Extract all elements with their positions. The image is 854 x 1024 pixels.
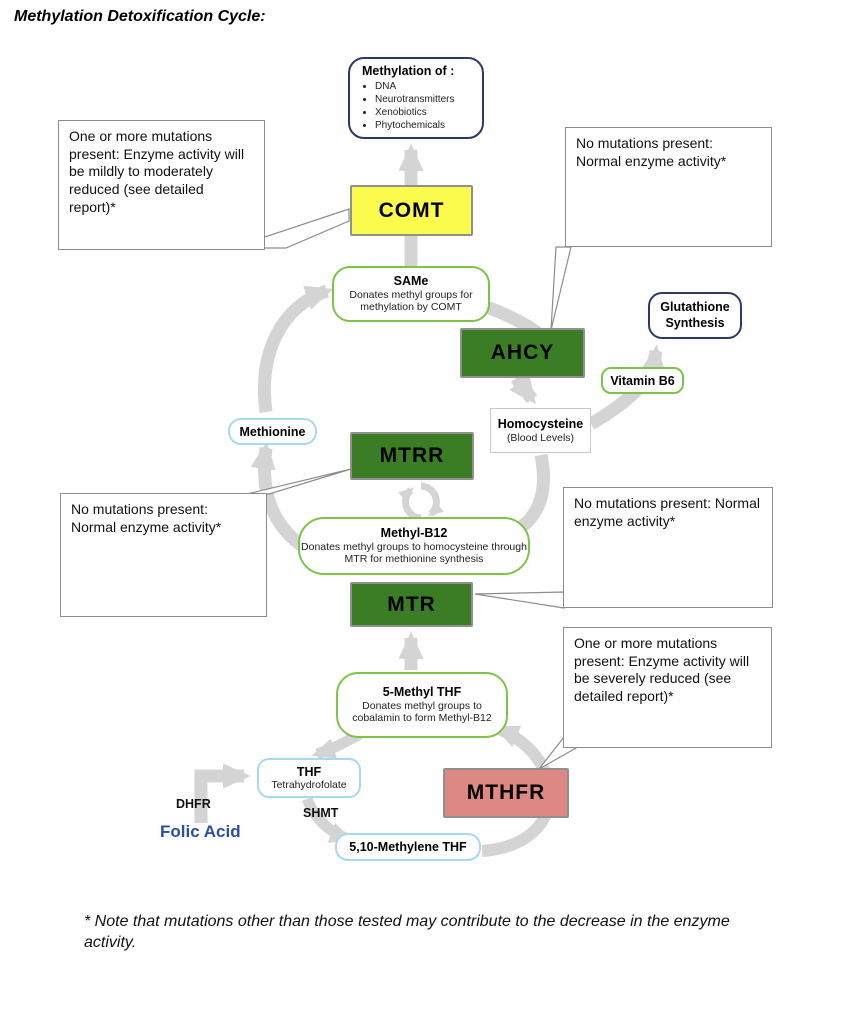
- recycle-icon-left-arc: [406, 490, 421, 518]
- mtrr-enzyme-node: MTRR: [350, 432, 474, 480]
- 5-methyl-thf-node: [336, 672, 508, 738]
- 5-methyl-thf-desc: Donates methyl groups to cobalamin to form Methyl-B12: [352, 699, 492, 725]
- methylation-product-item: • Neurotransmitters: [375, 93, 454, 106]
- homocysteine-subtitle: (Blood Levels): [506, 431, 575, 444]
- vitamin-b6-node: Vitamin B6: [601, 367, 684, 394]
- page-title: Methylation Detoxification Cycle:: [14, 8, 266, 25]
- mthfr-mutation-callout: One or more mutations present: Enzyme activity will be severely reduced (see detailed report)*: [563, 627, 772, 748]
- glutathione-synthesis-node: Glutathione Synthesis: [648, 292, 742, 339]
- mtr-callout-tail: [475, 592, 564, 608]
- recycle-icon-right-arc: [421, 486, 436, 514]
- methionine-node: Methionine: [228, 418, 317, 445]
- ahcy-mutation-callout: No mutations present: Normal enzyme activity*: [565, 127, 772, 247]
- methylation-products-title: Methylation of :: [362, 63, 455, 78]
- methyl-b12-title: Methyl-B12: [380, 526, 448, 541]
- thf-title: THF: [296, 764, 322, 779]
- ahcy-enzyme-node: AHCY: [460, 328, 585, 378]
- mtrr-callout-tail: [247, 469, 351, 494]
- same-title: SAMe: [393, 274, 429, 289]
- arrow-homocysteine-to-methylb12: [519, 455, 543, 529]
- arrow-methionine-to-same: [264, 291, 327, 412]
- methylation-product-item: • DNA: [375, 80, 454, 93]
- dhfr-enzyme-label: DHFR: [176, 797, 211, 811]
- footnote: * Note that mutations other than those tested may contribute to the decrease in the enzyme activity.: [84, 913, 730, 951]
- mtr-mutation-callout: No mutations present: Normal enzyme activity*: [563, 487, 773, 608]
- arrow-ahcy-to-homocysteine: [516, 378, 532, 399]
- same-node: [332, 266, 490, 322]
- methylation-product-item: • Phytochemicals: [375, 119, 454, 132]
- 5-10-methylene-thf-node: 5,10-Methylene THF: [335, 833, 481, 861]
- mthfr-enzyme-node: MTHFR: [443, 768, 569, 818]
- same-desc: Donates methyl groups for methylation by COMT: [349, 288, 473, 314]
- comt-mutation-callout: One or more mutations present: Enzyme activity will be mildly to moderately reduced (see detailed report)*: [58, 120, 265, 250]
- folic-acid-label: Folic Acid: [160, 822, 241, 841]
- methylation-products-node: [348, 57, 484, 139]
- comt-enzyme-node: COMT: [350, 185, 473, 236]
- shmt-enzyme-label: SHMT: [303, 806, 339, 820]
- ahcy-callout-tail: [551, 247, 571, 330]
- methylation-product-item: • Xenobiotics: [375, 106, 454, 119]
- methylation-products-list: [362, 80, 454, 132]
- thf-node: [257, 758, 361, 798]
- methyl-b12-node: [298, 517, 530, 575]
- thf-subtitle: Tetrahydrofolate: [271, 779, 347, 791]
- mtrr-mutation-callout: No mutations present: Normal enzyme activity*: [60, 493, 267, 617]
- 5-methyl-thf-title: 5-Methyl THF: [382, 685, 462, 700]
- homocysteine-title: Homocysteine: [497, 417, 584, 432]
- homocysteine-node: [490, 408, 591, 453]
- methyl-b12-desc: Donates methyl groups to homocysteine through MTR for methionine synthesis: [301, 540, 527, 566]
- mtr-enzyme-node: MTR: [350, 582, 473, 627]
